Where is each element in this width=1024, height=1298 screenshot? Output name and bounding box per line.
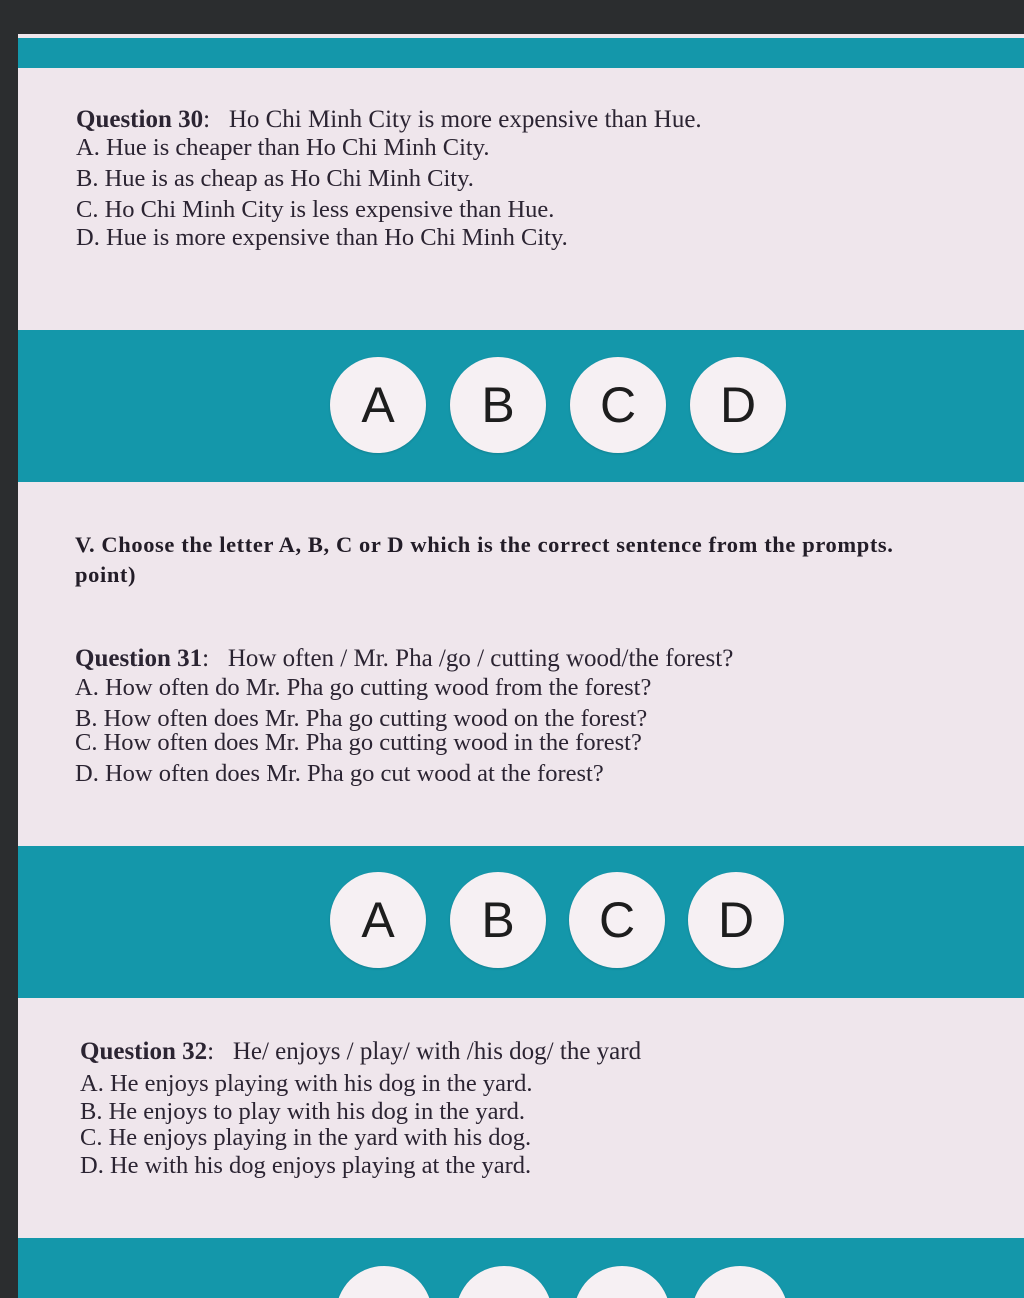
answer-d-button[interactable]: D <box>690 357 786 453</box>
question-32-option-a: A. He enjoys playing with his dog in the yard. <box>80 1070 533 1097</box>
section-heading-continued: point) <box>75 562 137 587</box>
answer-bar-q30 <box>18 330 1024 482</box>
answer-d-button[interactable] <box>692 1266 788 1298</box>
question-31-label: Question 31 <box>75 645 203 672</box>
section-heading: V. Choose the letter A, B, C or D which is the correct sentence from the prompts. <box>75 532 894 557</box>
question-30-prompt: Ho Chi Minh City is more expensive than Hue. <box>228 106 702 133</box>
question-32-label: Question 32 <box>80 1038 208 1065</box>
answer-b-button[interactable]: B <box>450 357 546 453</box>
question-31-title: Question 31: How often / Mr. Pha /go / cutting wood/the forest? <box>75 645 734 672</box>
answer-a-button[interactable]: A <box>330 357 426 453</box>
question-30-title: Question 30: Ho Chi Minh City is more expensive than Hue. <box>76 106 702 133</box>
quiz-page <box>18 34 1024 1278</box>
answer-a-button[interactable] <box>336 1266 432 1298</box>
question-32-option-d: D. He with his dog enjoys playing at the yard. <box>80 1152 532 1179</box>
answer-d-button[interactable]: D <box>688 872 784 968</box>
answer-c-button[interactable] <box>574 1266 670 1298</box>
question-31-prompt: How often / Mr. Pha /go / cutting wood/the forest? <box>227 645 734 672</box>
question-31-option-b: B. How often does Mr. Pha go cutting wood on the forest? <box>75 705 648 732</box>
question-30-option-d: D. Hue is more expensive than Ho Chi Minh City. <box>76 224 568 251</box>
question-31-option-a: A. How often do Mr. Pha go cutting wood from the forest? <box>75 674 652 701</box>
question-30-option-c: C. Ho Chi Minh City is less expensive than Hue. <box>76 196 555 223</box>
answer-bar-q31 <box>18 846 1024 998</box>
question-32-title: Question 32: He/ enjoys / play/ with /his dog/ the yard <box>80 1038 642 1065</box>
question-31-option-c: C. How often does Mr. Pha go cutting wood in the forest? <box>75 729 642 756</box>
question-32-option-c: C. He enjoys playing in the yard with his dog. <box>80 1124 532 1151</box>
question-30-label: Question 30 <box>76 106 204 133</box>
answer-b-button[interactable]: B <box>450 872 546 968</box>
answer-c-button[interactable]: C <box>570 357 666 453</box>
answer-bar-q32 <box>18 1238 1024 1298</box>
question-30-option-a: A. Hue is cheaper than Ho Chi Minh City. <box>76 134 490 161</box>
question-32-option-b: B. He enjoys to play with his dog in the yard. <box>80 1098 526 1125</box>
question-32-prompt: He/ enjoys / play/ with /his dog/ the yard <box>232 1038 642 1065</box>
answer-c-button[interactable]: C <box>569 872 665 968</box>
question-31-option-d: D. How often does Mr. Pha go cut wood at the forest? <box>75 760 604 787</box>
answer-a-button[interactable]: A <box>330 872 426 968</box>
answer-b-button[interactable] <box>456 1266 552 1298</box>
question-30-option-b: B. Hue is as cheap as Ho Chi Minh City. <box>76 165 474 192</box>
top-bar <box>18 38 1024 68</box>
